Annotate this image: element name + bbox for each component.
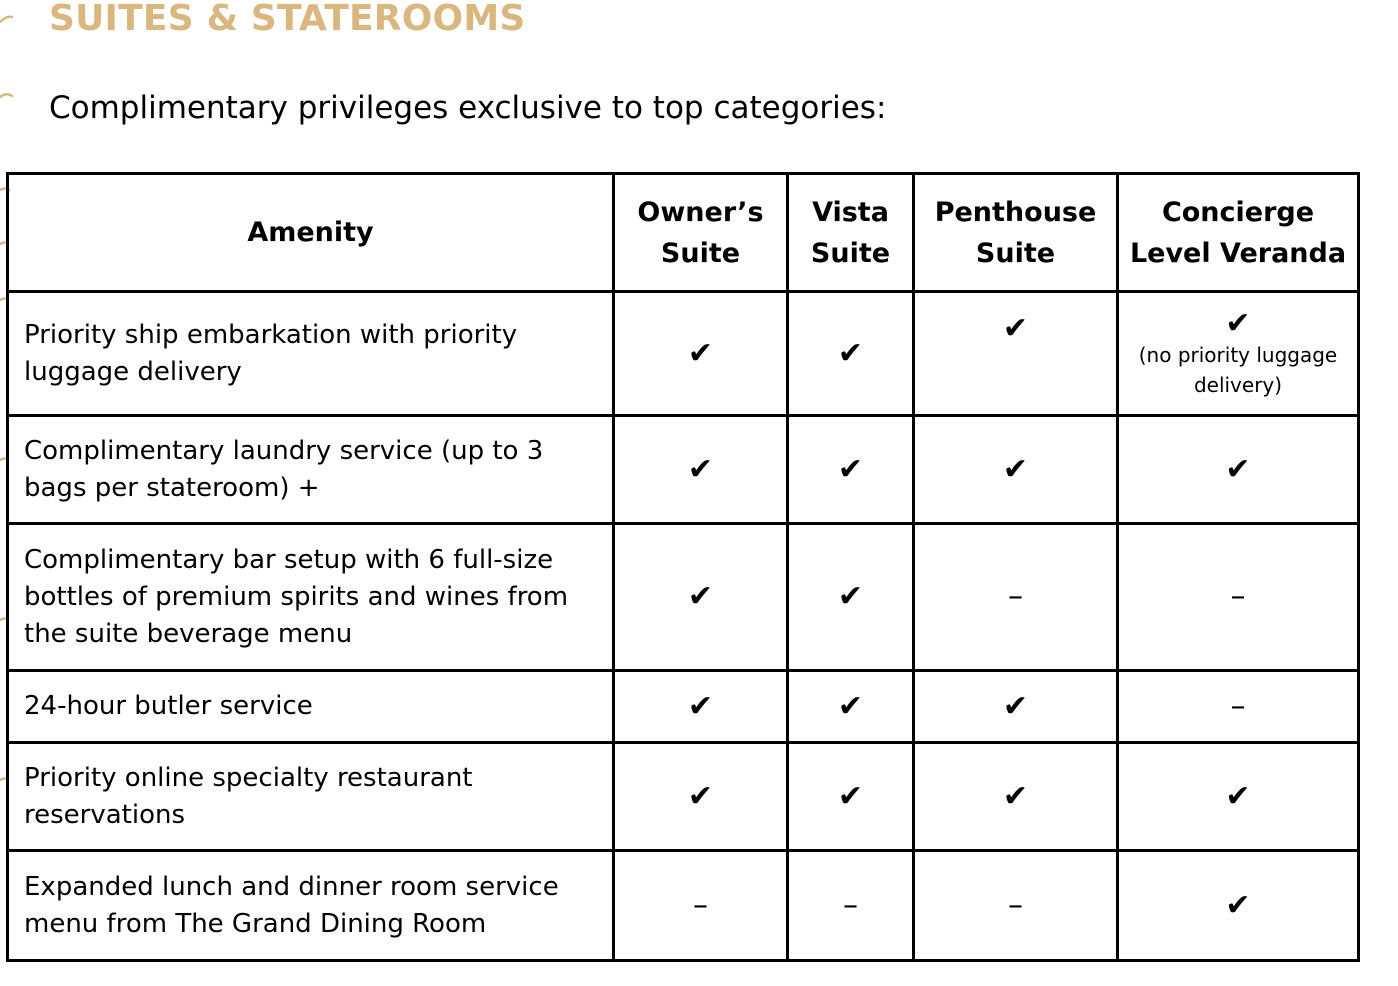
header-penthouse-suite: Penthouse Suite <box>914 174 1118 292</box>
check-icon: ✔ <box>687 579 714 614</box>
owners-suite-cell <box>614 743 788 851</box>
amenities-table <box>6 172 1360 962</box>
check-icon: ✔ <box>837 335 864 371</box>
concierge-note: (no priority luggage delivery) <box>1138 342 1338 397</box>
concierge-cell <box>1118 416 1359 524</box>
concierge-cell <box>1118 743 1359 851</box>
check-icon: ✔ <box>687 688 714 724</box>
header-vista-suite: Vista Suite <box>788 174 914 292</box>
penthouse-suite-cell <box>914 524 1118 671</box>
page-subtitle: Complimentary privileges exclusive to top categories: <box>49 90 887 126</box>
penthouse-suite-cell <box>914 292 1118 416</box>
vista-suite-cell <box>788 671 914 743</box>
table-row <box>8 292 1359 416</box>
dash-icon: – <box>1230 579 1246 614</box>
vista-suite-cell <box>788 851 914 961</box>
owners-suite-cell <box>614 524 788 671</box>
check-icon: ✔ <box>1002 688 1029 724</box>
check-icon: ✔ <box>837 778 864 814</box>
vista-suite-cell <box>788 416 914 524</box>
table-header-row <box>8 174 1359 292</box>
concierge-cell <box>1118 671 1359 743</box>
check-icon: ✔ <box>1225 887 1251 923</box>
owners-suite-cell <box>614 671 788 743</box>
check-icon: ✔ <box>1225 451 1251 487</box>
dash-icon: – <box>1008 579 1023 614</box>
header-amenity: Amenity <box>8 174 614 292</box>
check-icon: ✔ <box>687 778 714 814</box>
check-icon: ✔ <box>687 451 714 487</box>
dash-icon: – <box>843 887 858 923</box>
table-row <box>8 743 1359 851</box>
table-row <box>8 851 1359 961</box>
page-title: SUITES & STATEROOMS <box>49 0 526 39</box>
penthouse-suite-cell <box>914 416 1118 524</box>
concierge-cell <box>1118 524 1359 671</box>
amenity-cell: 24-hour butler service <box>8 671 614 743</box>
table-row <box>8 524 1359 671</box>
check-icon: ✔ <box>837 451 864 487</box>
vista-suite-cell <box>788 292 914 416</box>
check-icon: ✔ <box>1225 778 1251 814</box>
table-row <box>8 671 1359 743</box>
concierge-cell <box>1118 292 1359 416</box>
dash-icon: – <box>1008 887 1023 923</box>
amenity-cell: Priority ship embarkation with priority luggage delivery <box>8 292 614 416</box>
check-icon: ✔ <box>1225 305 1251 341</box>
header-concierge-level-veranda: Concierge Level Veranda <box>1118 174 1359 292</box>
check-icon: ✔ <box>687 335 714 371</box>
owners-suite-cell <box>614 416 788 524</box>
penthouse-suite-cell <box>914 851 1118 961</box>
amenity-cell: Complimentary bar setup with 6 full-size bottles of premium spirits and wines from the suite beverage menu <box>8 524 614 671</box>
dash-icon: – <box>693 887 708 923</box>
check-icon: ✔ <box>1002 311 1029 346</box>
amenity-cell: Complimentary laundry service (up to 3 bags per stateroom) + <box>8 416 614 524</box>
header-owners-suite: Owner’s Suite <box>614 174 788 292</box>
penthouse-suite-cell <box>914 743 1118 851</box>
check-icon: ✔ <box>837 579 864 614</box>
penthouse-suite-cell <box>914 671 1118 743</box>
amenity-cell: Expanded lunch and dinner room service menu from The Grand Dining Room <box>8 851 614 961</box>
owners-suite-cell <box>614 292 788 416</box>
amenity-cell: Priority online specialty restaurant reservations <box>8 743 614 851</box>
check-icon: ✔ <box>1002 451 1029 487</box>
check-icon: ✔ <box>1002 778 1029 814</box>
table-row <box>8 416 1359 524</box>
owners-suite-cell <box>614 851 788 961</box>
vista-suite-cell <box>788 743 914 851</box>
vista-suite-cell <box>788 524 914 671</box>
dash-icon: – <box>1230 688 1246 724</box>
check-icon: ✔ <box>837 688 864 724</box>
concierge-cell <box>1118 851 1359 961</box>
